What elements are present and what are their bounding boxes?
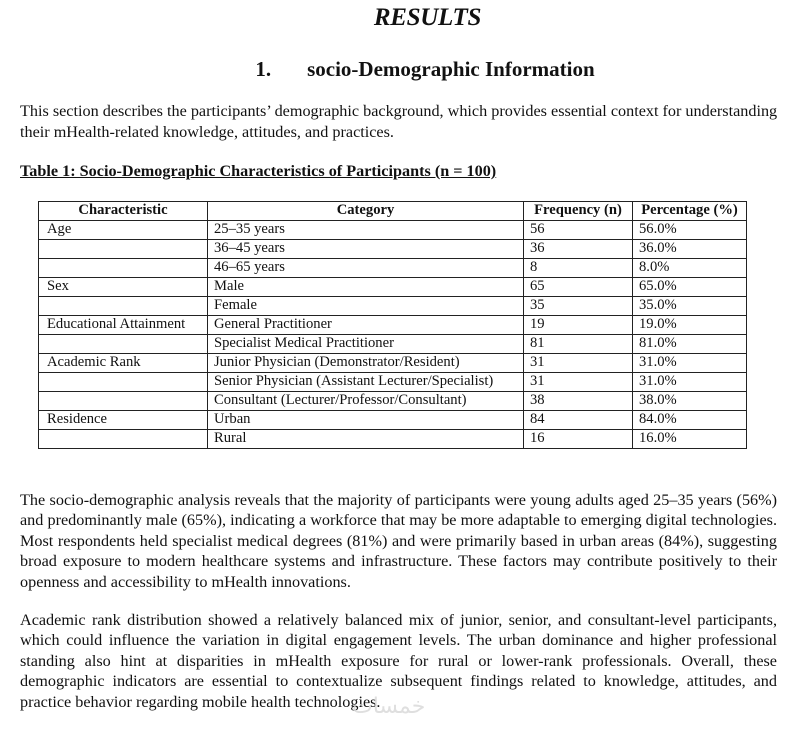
section-heading <box>0 57 800 82</box>
cell-category: 25–35 years <box>208 221 524 240</box>
cell-category: 36–45 years <box>208 240 524 259</box>
cell-category: Male <box>208 278 524 297</box>
cell-characteristic: Educational Attainment <box>39 316 208 335</box>
section-title: socio-Demographic Information <box>307 57 595 81</box>
table-row <box>39 316 747 335</box>
cell-frequency: 31 <box>524 373 633 392</box>
cell-percentage: 31.0% <box>633 373 747 392</box>
cell-percentage: 8.0% <box>633 259 747 278</box>
cell-characteristic: Academic Rank <box>39 354 208 373</box>
cell-characteristic <box>39 297 208 316</box>
cell-percentage: 38.0% <box>633 392 747 411</box>
cell-frequency: 16 <box>524 430 633 449</box>
column-header-percentage: Percentage (%) <box>633 202 747 221</box>
cell-category: Urban <box>208 411 524 430</box>
table-row <box>39 335 747 354</box>
column-header-characteristic: Characteristic <box>39 202 208 221</box>
cell-percentage: 31.0% <box>633 354 747 373</box>
table-row <box>39 278 747 297</box>
watermark-logo: خمسات <box>352 694 426 719</box>
cell-frequency: 65 <box>524 278 633 297</box>
cell-frequency: 84 <box>524 411 633 430</box>
column-header-category: Category <box>208 202 524 221</box>
table-header-row <box>39 202 747 221</box>
table-row <box>39 297 747 316</box>
cell-characteristic: Age <box>39 221 208 240</box>
demographics-table <box>38 201 747 449</box>
cell-frequency: 35 <box>524 297 633 316</box>
cell-frequency: 8 <box>524 259 633 278</box>
cell-characteristic: Residence <box>39 411 208 430</box>
intro-paragraph: This section describes the participants’ demographic background, which provides essential context for understanding their mHealth-related knowledge, attitudes, and practices. <box>20 102 778 141</box>
cell-category: Consultant (Lecturer/Professor/Consultant) <box>208 392 524 411</box>
cell-characteristic <box>39 373 208 392</box>
results-heading: RESULTS <box>373 4 482 31</box>
cell-frequency: 81 <box>524 335 633 354</box>
cell-percentage: 56.0% <box>633 221 747 240</box>
table-row <box>39 221 747 240</box>
cell-category: 46–65 years <box>208 259 524 278</box>
cell-percentage: 16.0% <box>633 430 747 449</box>
cell-percentage: 81.0% <box>633 335 747 354</box>
table-row <box>39 259 747 278</box>
table-row <box>39 411 747 430</box>
table-row <box>39 354 747 373</box>
cell-frequency: 56 <box>524 221 633 240</box>
table-row <box>39 240 747 259</box>
academic-rank-paragraph: Academic rank distribution showed a relatively balanced mix of junior, senior, and consultant-level participants, which could influence the variation in digital engagement levels. The urban dominance and higher professional standing also hint at disparities in mHealth exposure for rural or lower-rank professionals. Overall, these demographic indicators are essential to contextualize subsequent findings related to knowledge, attitudes, and practice behavior regarding mobile health technologies. <box>20 611 777 711</box>
cell-characteristic <box>39 392 208 411</box>
cell-frequency: 31 <box>524 354 633 373</box>
cell-characteristic <box>39 240 208 259</box>
table-row <box>39 373 747 392</box>
section-number: 1. <box>255 57 272 81</box>
cell-frequency: 19 <box>524 316 633 335</box>
cell-percentage: 36.0% <box>633 240 747 259</box>
cell-percentage: 19.0% <box>633 316 747 335</box>
analysis-paragraph: The socio-demographic analysis reveals that the majority of participants were young adults aged 25–35 years (56%) and predominantly male (65%), indicating a workforce that may be more adaptable to emerging digital technologies. Most respondents held specialist medical degrees (81%) and were primarily based in urban areas (84%), suggesting broad exposure to modern healthcare systems and infrastructure. These factors may contribute positively to their openness and accessibility to mHealth innovations. <box>20 491 777 591</box>
cell-category: General Practitioner <box>208 316 524 335</box>
cell-category: Senior Physician (Assistant Lecturer/Specialist) <box>208 373 524 392</box>
cell-category: Specialist Medical Practitioner <box>208 335 524 354</box>
cell-category: Female <box>208 297 524 316</box>
table-row <box>39 430 747 449</box>
cell-frequency: 36 <box>524 240 633 259</box>
cell-characteristic <box>39 430 208 449</box>
cell-percentage: 84.0% <box>633 411 747 430</box>
cell-category: Rural <box>208 430 524 449</box>
cell-characteristic <box>39 335 208 354</box>
cell-characteristic <box>39 259 208 278</box>
cell-percentage: 35.0% <box>633 297 747 316</box>
table-caption: Table 1: Socio-Demographic Characteristics of Participants (n = 100) <box>20 162 497 180</box>
column-header-frequency: Frequency (n) <box>524 202 633 221</box>
cell-category: Junior Physician (Demonstrator/Resident) <box>208 354 524 373</box>
cell-characteristic: Sex <box>39 278 208 297</box>
cell-frequency: 38 <box>524 392 633 411</box>
cell-percentage: 65.0% <box>633 278 747 297</box>
table-row <box>39 392 747 411</box>
